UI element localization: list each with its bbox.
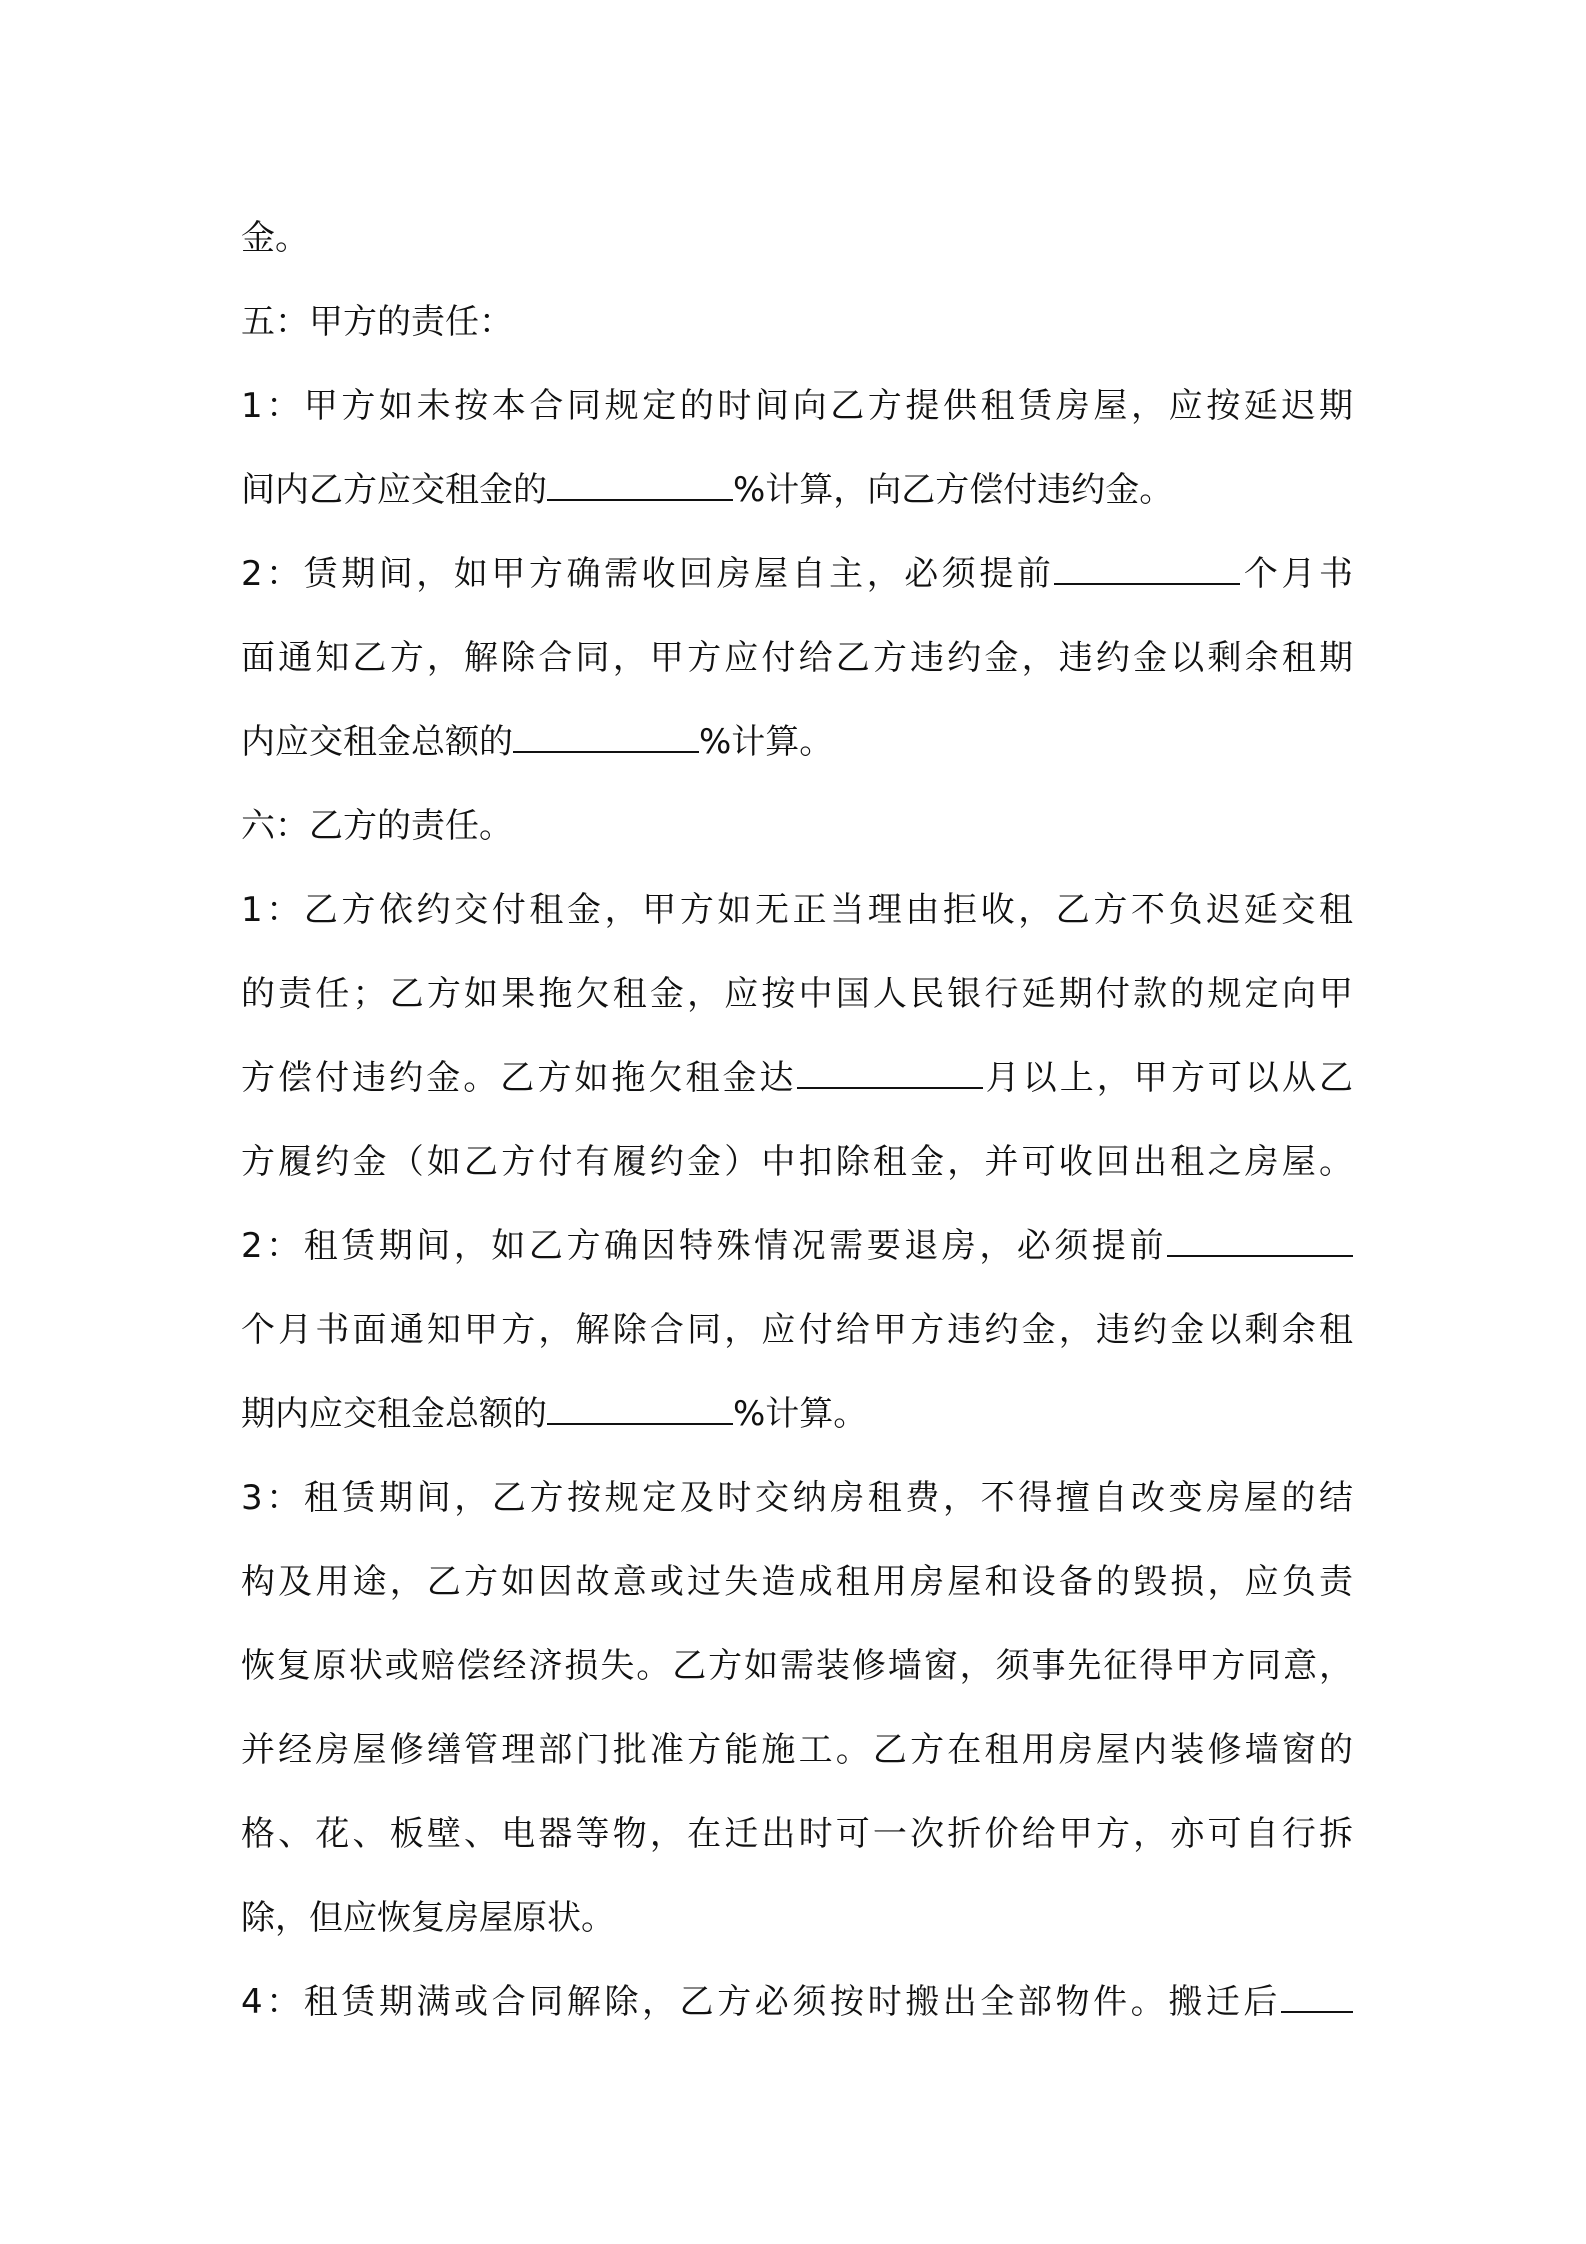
text-line <box>241 784 1353 868</box>
fill-in-blank <box>513 721 699 753</box>
text-segment: 2：租赁期间，如乙方确因特殊情况需要退房，必须提前 <box>241 1226 1167 1266</box>
text-segment: 面通知乙方，解除合同，甲方应付给乙方违约金，违约金以剩余租期 <box>241 638 1353 678</box>
text-line <box>241 1792 1353 1876</box>
text-segment: 个月书 <box>1240 554 1353 594</box>
text-line <box>241 196 1353 280</box>
text-line <box>241 1288 1353 1372</box>
text-segment: 除，但应恢复房屋原状。 <box>241 1898 615 1938</box>
text-segment: 五：甲方的责任： <box>241 302 513 342</box>
text-line <box>241 280 1353 364</box>
text-line <box>241 448 1353 532</box>
text-segment: 2：赁期间，如甲方确需收回房屋自主，必须提前 <box>241 554 1055 594</box>
text-segment: 内应交租金总额的 <box>241 722 513 762</box>
text-segment: 期内应交租金总额的 <box>241 1394 547 1434</box>
text-segment: %计算。 <box>733 1394 868 1434</box>
text-segment: 金。 <box>241 218 309 258</box>
text-segment: 月以上，甲方可以从乙 <box>982 1058 1353 1098</box>
text-segment: 1：甲方如未按本合同规定的时间向乙方提供租赁房屋，应按延迟期 <box>241 386 1353 426</box>
text-line <box>241 1372 1353 1456</box>
text-segment: 3：租赁期间，乙方按规定及时交纳房租费，不得擅自改变房屋的结 <box>241 1478 1353 1518</box>
text-segment: 格、花、板壁、电器等物，在迁出时可一次折价给甲方，亦可自行拆 <box>241 1814 1353 1854</box>
text-segment: 恢复原状或赔偿经济损失。乙方如需装修墙窗，须事先征得甲方同意， <box>241 1646 1353 1686</box>
text-line <box>241 1708 1353 1792</box>
text-line <box>241 1876 1353 1960</box>
text-segment: %计算，向乙方偿付违约金。 <box>733 470 1174 510</box>
text-segment: 六：乙方的责任。 <box>241 806 513 846</box>
text-line <box>241 952 1353 1036</box>
text-segment: 并经房屋修缮管理部门批准方能施工。乙方在租用房屋内装修墙窗的 <box>241 1730 1353 1770</box>
text-segment: 个月书面通知甲方，解除合同，应付给甲方违约金，违约金以剩余租 <box>241 1310 1353 1350</box>
text-line <box>241 616 1353 700</box>
fill-in-blank <box>1054 553 1240 585</box>
text-line <box>241 1960 1353 2044</box>
text-line <box>241 1036 1353 1120</box>
fill-in-blank <box>1167 1225 1353 1257</box>
text-segment: 构及用途，乙方如因故意或过失造成租用房屋和设备的毁损，应负责 <box>241 1562 1353 1602</box>
text-line <box>241 868 1353 952</box>
text-segment: 的责任；乙方如果拖欠租金，应按中国人民银行延期付款的规定向甲 <box>241 974 1353 1014</box>
text-segment: 方偿付违约金。乙方如拖欠租金达 <box>241 1058 797 1098</box>
text-line <box>241 1456 1353 1540</box>
text-line <box>241 532 1353 616</box>
text-segment: 4：租赁期满或合同解除，乙方必须按时搬出全部物件。搬迁后 <box>241 1982 1281 2022</box>
fill-in-blank <box>1281 1981 1353 2013</box>
text-line <box>241 700 1353 784</box>
text-segment: 1：乙方依约交付租金，甲方如无正当理由拒收，乙方不负迟延交租 <box>241 890 1353 930</box>
text-line <box>241 1204 1353 1288</box>
text-line <box>241 1540 1353 1624</box>
text-line <box>241 364 1353 448</box>
fill-in-blank <box>547 1393 733 1425</box>
fill-in-blank <box>797 1057 983 1089</box>
text-line <box>241 1624 1353 1708</box>
text-segment: 间内乙方应交租金的 <box>241 470 547 510</box>
document-body <box>241 196 1353 2044</box>
text-segment: %计算。 <box>699 722 834 762</box>
text-segment: 方履约金（如乙方付有履约金）中扣除租金，并可收回出租之房屋。 <box>241 1142 1353 1182</box>
fill-in-blank <box>547 469 733 501</box>
text-line <box>241 1120 1353 1204</box>
